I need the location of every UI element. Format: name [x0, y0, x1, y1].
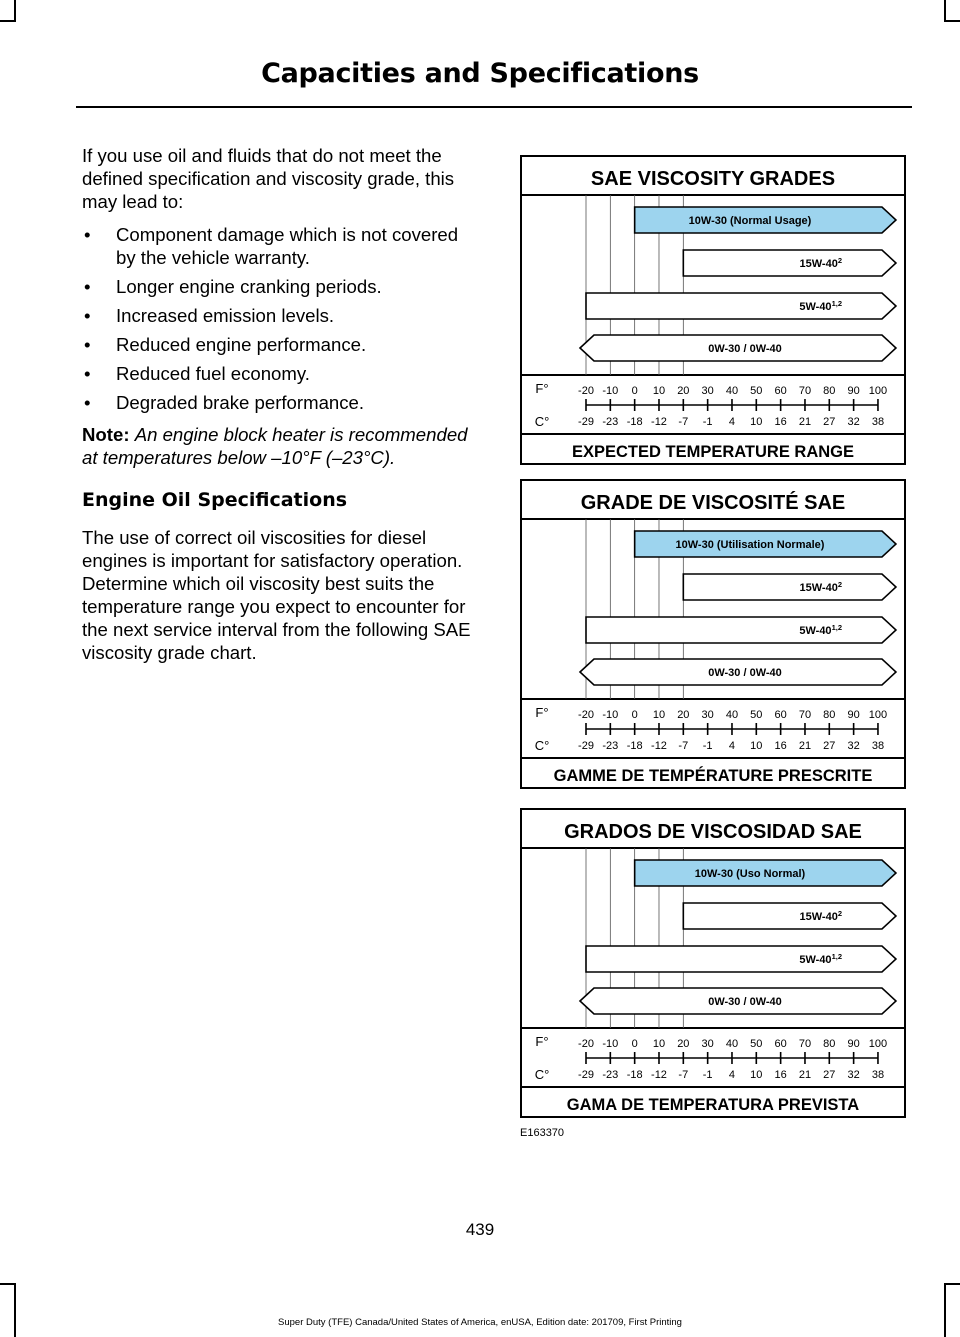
grade-label: 0W-30 / 0W-40 — [708, 667, 782, 679]
c-tick-label: 27 — [823, 740, 836, 752]
intro-paragraph: If you use oil and fluids that do not meet the defined specification and viscosity grade, this may lead to: — [82, 145, 455, 212]
c-axis-label: C° — [534, 414, 550, 429]
c-tick-label: 16 — [774, 1069, 787, 1081]
f-tick-label: -20 — [578, 385, 594, 397]
f-tick-label: 60 — [774, 709, 787, 721]
chart-title: GRADOS DE VISCOSIDAD SAE — [564, 821, 862, 843]
f-tick-label: 20 — [677, 385, 690, 397]
chart-xlabel: EXPECTED TEMPERATURE RANGE — [571, 443, 855, 461]
grade-label: $15W-40^2$ — [799, 255, 842, 270]
bullet-icon: • — [84, 363, 91, 384]
crop-mark — [0, 1283, 16, 1285]
f-tick-label: 60 — [774, 1038, 787, 1050]
f-tick-label: -20 — [578, 709, 594, 721]
f-tick-label: 90 — [847, 385, 860, 397]
c-tick-label: 10 — [750, 740, 763, 752]
f-tick-label: 60 — [774, 385, 787, 397]
c-axis-label: C° — [534, 738, 550, 753]
list-item: • Longer engine cranking periods. — [84, 276, 382, 297]
list-item: • Degraded brake performance. — [84, 392, 365, 413]
viscosity-chart-english — [520, 155, 906, 465]
consequence-list — [82, 223, 472, 414]
list-item: • Component damage which is not covered by the vehicle warranty. — [84, 224, 459, 268]
c-tick-label: 21 — [798, 740, 812, 752]
f-tick-label: 30 — [701, 1038, 714, 1050]
grade-label: 10W-30 (Uso Normal) — [694, 868, 806, 880]
bullet-icon: • — [84, 334, 91, 355]
c-tick-label: 38 — [871, 416, 885, 428]
c-axis-label: C° — [534, 1067, 550, 1082]
c-tick-label: -23 — [602, 416, 619, 428]
grade-bar — [586, 946, 896, 972]
note-label: Note: — [82, 424, 130, 445]
bullet-icon: • — [84, 392, 91, 413]
grade-label: $15W-40^2$ — [799, 908, 842, 923]
c-tick-label: -7 — [678, 740, 689, 752]
grade-superscript: 2 — [837, 255, 842, 265]
c-tick-label: -29 — [578, 1069, 594, 1081]
c-tick-label: -7 — [678, 1069, 689, 1081]
crop-mark — [944, 0, 946, 22]
c-tick-label: 27 — [823, 416, 836, 428]
f-tick-label: 10 — [652, 385, 666, 397]
grade-bar — [683, 574, 896, 600]
crop-mark — [14, 1283, 16, 1337]
grade-label: 0W-30 / 0W-40 — [708, 996, 782, 1008]
f-tick-label: 0 — [631, 385, 638, 397]
grade-label: 10W-30 (Normal Usage) — [688, 215, 812, 227]
c-tick-label: 32 — [847, 416, 860, 428]
grade-superscript: 2 — [837, 579, 842, 589]
note — [82, 423, 472, 469]
grade-label: 5W-40$^{1,2}$ — [799, 951, 842, 966]
f-tick-label: 80 — [823, 1038, 836, 1050]
c-tick-label: 21 — [798, 1069, 812, 1081]
f-tick-label: 20 — [677, 1038, 690, 1050]
c-tick-label: 10 — [750, 1069, 763, 1081]
grade-superscript: 2 — [837, 908, 842, 918]
c-tick-label: -7 — [678, 416, 689, 428]
c-tick-label: -18 — [626, 416, 643, 428]
grade-label: 5W-40$^{1,2}$ — [799, 622, 842, 637]
c-tick-label: -1 — [702, 416, 713, 428]
c-tick-label: 32 — [847, 1069, 860, 1081]
grade-superscript: 1,2 — [831, 622, 842, 632]
c-tick-label: -12 — [651, 740, 667, 752]
section-heading: Engine Oil Specifications — [82, 489, 348, 511]
f-tick-label: 70 — [798, 385, 812, 397]
c-tick-label: 38 — [871, 1069, 885, 1081]
c-tick-label: 16 — [774, 416, 787, 428]
f-tick-label: 0 — [631, 1038, 638, 1050]
f-tick-label: 100 — [868, 385, 888, 397]
f-tick-label: -10 — [602, 709, 619, 721]
grade-superscript: 1,2 — [831, 298, 842, 308]
f-tick-label: 40 — [725, 709, 739, 721]
page-number: 439 — [465, 1220, 495, 1239]
f-tick-label: 30 — [701, 709, 714, 721]
c-tick-label: -18 — [626, 740, 643, 752]
grade-label: 10W-30 (Utilisation Normale) — [675, 539, 825, 551]
c-tick-label: 38 — [871, 740, 885, 752]
c-tick-label: 16 — [774, 740, 787, 752]
note-text: An engine block heater is recommended at temperatures below –10°F (–23°C). — [82, 424, 468, 468]
f-tick-label: 100 — [868, 709, 888, 721]
chart-title: GRADE DE VISCOSITÉ SAE — [580, 492, 846, 514]
c-tick-label: 10 — [750, 416, 763, 428]
bullet-icon: • — [84, 305, 91, 326]
c-tick-label: -23 — [602, 1069, 619, 1081]
c-tick-label: -1 — [702, 740, 713, 752]
grade-label: 5W-40$^{1,2}$ — [799, 298, 842, 313]
f-tick-label: 0 — [631, 709, 638, 721]
page-title: Capacities and Specifications — [261, 58, 699, 89]
c-tick-label: 27 — [823, 1069, 836, 1081]
list-item: • Reduced engine performance. — [84, 334, 367, 355]
f-tick-label: 50 — [750, 385, 763, 397]
c-tick-label: -12 — [651, 1069, 667, 1081]
header-divider — [76, 106, 912, 108]
f-tick-label: -10 — [602, 1038, 619, 1050]
list-item: • Reduced fuel economy. — [84, 363, 310, 384]
list-item: • Increased emission levels. — [84, 305, 335, 326]
body-text — [82, 144, 472, 674]
c-tick-label: -1 — [702, 1069, 713, 1081]
f-tick-label: 30 — [701, 385, 714, 397]
section-paragraph: The use of correct oil viscosities for diesel engines is important for satisfactory operation. Determine which oil viscosity best suits the temperature range you expect to encounter for the next service interval from the following SAE viscosity grade chart. — [82, 527, 471, 663]
grade-bar — [586, 293, 896, 319]
f-tick-label: 90 — [847, 1038, 860, 1050]
f-tick-label: 50 — [750, 1038, 763, 1050]
f-tick-label: 20 — [677, 709, 690, 721]
f-tick-label: 80 — [823, 709, 836, 721]
c-tick-label: 21 — [798, 416, 812, 428]
c-tick-label: -29 — [578, 740, 594, 752]
c-tick-label: -18 — [626, 1069, 643, 1081]
crop-mark — [0, 20, 16, 22]
f-tick-label: 100 — [868, 1038, 888, 1050]
f-tick-label: 90 — [847, 709, 860, 721]
f-axis-label: F° — [535, 381, 549, 396]
f-axis-label: F° — [535, 705, 549, 720]
grade-bar — [683, 250, 896, 276]
f-tick-label: -10 — [602, 385, 619, 397]
f-tick-label: 40 — [725, 1038, 739, 1050]
viscosity-chart-french — [520, 479, 906, 789]
c-tick-label: 4 — [728, 740, 736, 752]
grade-label: $15W-40^2$ — [799, 579, 842, 594]
chart-xlabel: GAMME DE TEMPÉRATURE PRESCRITE — [553, 767, 873, 785]
f-tick-label: 10 — [652, 1038, 666, 1050]
f-tick-label: 70 — [798, 1038, 812, 1050]
f-tick-label: 80 — [823, 385, 836, 397]
c-tick-label: 4 — [728, 416, 736, 428]
c-tick-label: -23 — [602, 740, 619, 752]
f-tick-label: 50 — [750, 709, 763, 721]
bullet-icon: • — [84, 276, 91, 297]
footer-text: Super Duty (TFE) Canada/United States of America, enUSA, Edition date: 201709, First Printing — [278, 1317, 682, 1328]
grade-superscript: 1,2 — [831, 951, 842, 961]
f-axis-label: F° — [535, 1034, 549, 1049]
chart-title: SAE VISCOSITY GRADES — [590, 168, 836, 190]
grade-bar — [586, 617, 896, 643]
grade-label: 0W-30 / 0W-40 — [708, 343, 782, 355]
c-tick-label: 4 — [728, 1069, 736, 1081]
grade-bar — [683, 903, 896, 929]
crop-mark — [944, 1283, 960, 1285]
crop-mark — [944, 1283, 946, 1337]
bullet-icon: • — [84, 224, 91, 245]
viscosity-chart-spanish — [520, 808, 906, 1118]
f-tick-label: 70 — [798, 709, 812, 721]
crop-mark — [14, 0, 16, 22]
f-tick-label: 10 — [652, 709, 666, 721]
figure-id: E163370 — [520, 1127, 565, 1139]
crop-mark — [944, 20, 960, 22]
c-tick-label: 32 — [847, 740, 860, 752]
c-tick-label: -12 — [651, 416, 667, 428]
chart-xlabel: GAMA DE TEMPERATURA PREVISTA — [566, 1096, 860, 1114]
f-tick-label: 40 — [725, 385, 739, 397]
f-tick-label: -20 — [578, 1038, 594, 1050]
c-tick-label: -29 — [578, 416, 594, 428]
